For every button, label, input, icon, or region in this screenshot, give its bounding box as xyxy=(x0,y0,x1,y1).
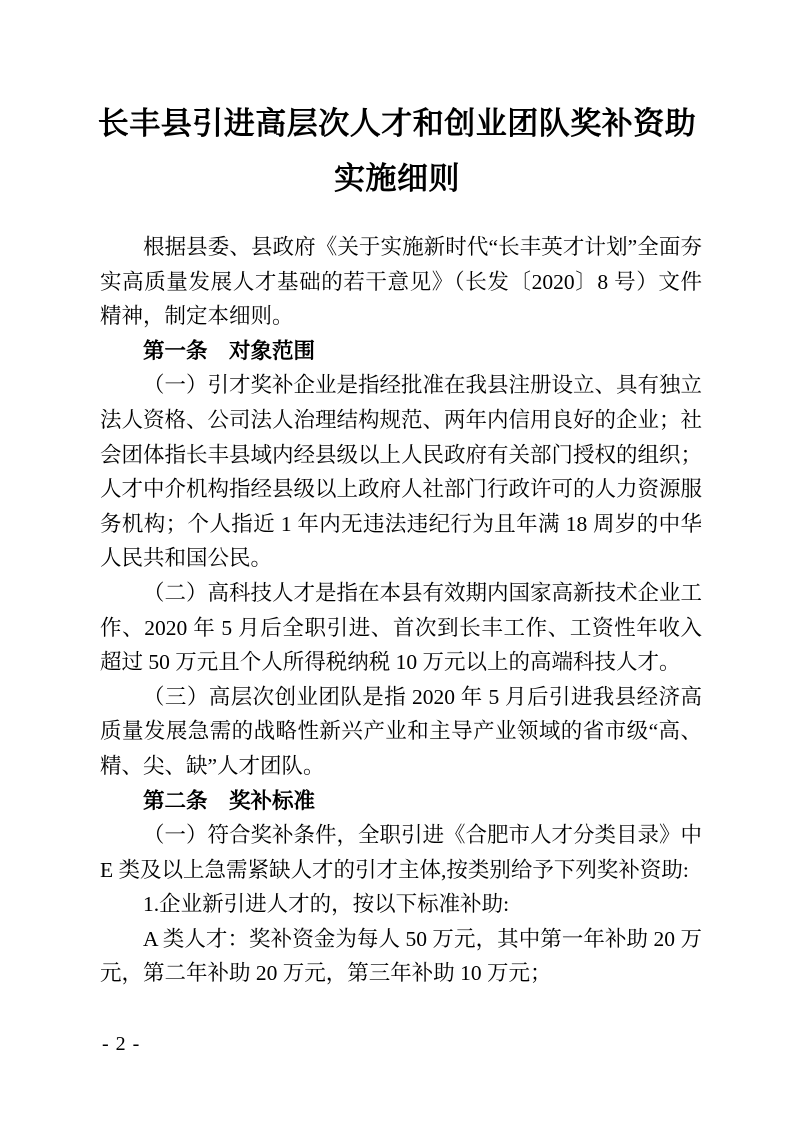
paragraph-intro: 根据县委、县政府《关于实施新时代“长丰英才计划”全面夯实高质量发展人才基础的若干意见》（长发〔2020〕8 号）文件精神，制定本细则。 xyxy=(100,235,702,329)
document-body xyxy=(100,230,702,991)
section-heading-article-1: 第一条 对象范围 xyxy=(143,338,316,363)
paragraph-article1-item1: （一）引才奖补企业是指经批准在我县注册设立、具有独立法人资格、公司法人治理结构规范、两年内信用良好的企业；社会团体指长丰县域内经县级以上人民政府有关部门授权的组织；人才中介机构指经县级以上政府人社部门行政许可的人力资源服务机构；个人指近 1 年内无违法违纪行为且年满 18 周岁的中华人民共和国公民。 xyxy=(100,373,703,571)
paragraph-article2-classA: A 类人才：奖补资金为每人 50 万元，其中第一年补助 20 万元，第二年补助 20 万元，第三年补助 10 万元； xyxy=(100,926,702,986)
document-title-line1: 长丰县引进高层次人才和创业团队奖补资助 xyxy=(97,106,697,141)
paragraph-article2-sub1: 1.企业新引进人才的，按以下标准补助: xyxy=(143,892,510,917)
page-number: - 2 - xyxy=(102,1033,141,1055)
paragraph-article2-item1: （一）符合奖补条件，全职引进《合肥市人才分类目录》中 E 类及以上急需紧缺人才的引才主体,按类别给予下列奖补资助: xyxy=(100,823,703,882)
document-title-line2: 实施细则 xyxy=(334,161,460,196)
paragraph-article1-item2: （二）高科技人才是指在本县有效期内国家高新技术企业工作、2020 年 5 月后全职引进、首次到长丰工作、工资性年收入超过 50 万元且个人所得税纳税 10 万元以上的高端科技人才。 xyxy=(100,580,703,675)
document-title xyxy=(88,0,706,206)
paragraph-article1-item3: （三）高层次创业团队是指 2020 年 5 月后引进我县经济高质量发展急需的战略性新兴产业和主导产业领域的省市级“高、精、尖、缺”人才团队。 xyxy=(100,684,702,778)
section-heading-article-2: 第二条 奖补标准 xyxy=(143,788,316,813)
